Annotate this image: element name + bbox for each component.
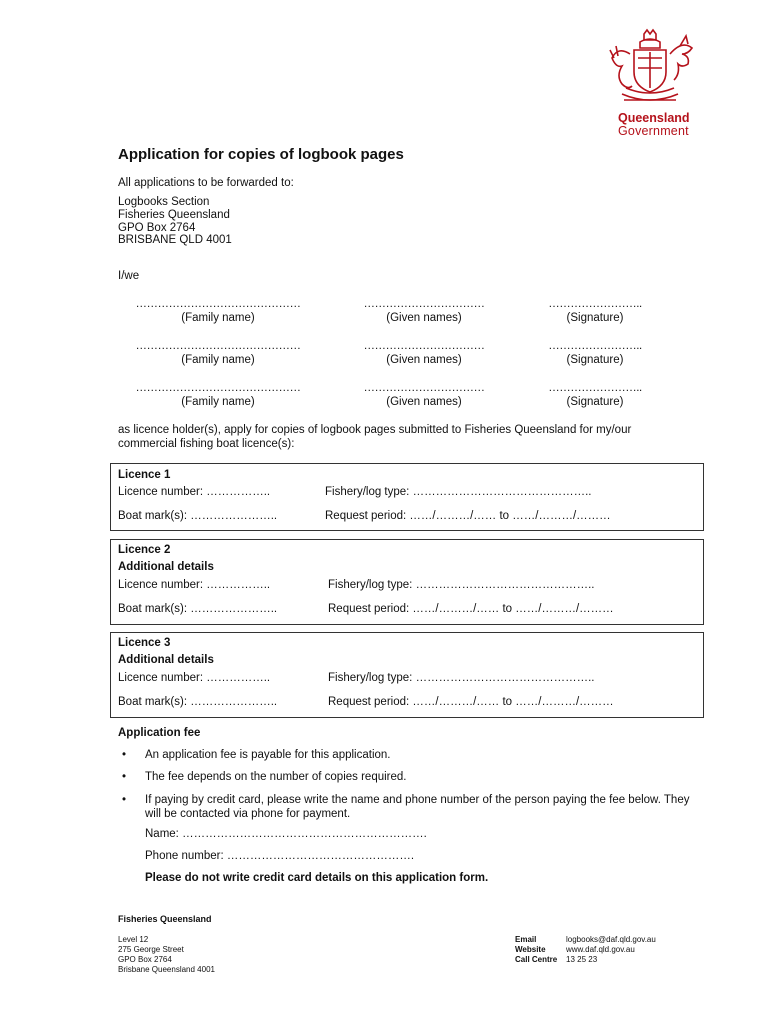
- request-period-field[interactable]: Request period: ……/………/…… to ……/………/………: [328, 696, 614, 708]
- page-title: Application for copies of logbook pages: [118, 146, 404, 163]
- iwe-label: I/we: [118, 270, 140, 282]
- fishery-type-field[interactable]: Fishery/log type: ………………………………………..: [328, 672, 595, 684]
- family-name-label: (Family name): [181, 354, 255, 366]
- given-names-label: (Given names): [386, 312, 462, 324]
- licence-number-field[interactable]: Licence number: ……………..: [118, 579, 271, 591]
- postal-address: [118, 196, 232, 247]
- licence-subtitle: Additional details: [118, 561, 214, 573]
- signature-field[interactable]: ……………………..: [548, 382, 642, 394]
- logo-text-queensland: Queensland: [618, 111, 690, 125]
- boat-marks-field[interactable]: Boat mark(s): …………………..: [118, 696, 278, 708]
- family-name-label: (Family name): [181, 396, 255, 408]
- queensland-crest-icon: [604, 28, 696, 110]
- given-names-field[interactable]: ……………………………: [363, 382, 485, 394]
- given-names-label: (Given names): [386, 354, 462, 366]
- address-line: Fisheries Queensland: [118, 208, 230, 221]
- signature-field[interactable]: ……………………..: [548, 340, 642, 352]
- given-names-field[interactable]: ……………………………: [363, 298, 485, 310]
- family-name-field[interactable]: ………………………………………: [135, 382, 301, 394]
- contact-website[interactable]: www.daf.qld.gov.au: [566, 945, 635, 954]
- logo-text-government: Government: [618, 124, 689, 138]
- signature-field[interactable]: ……………………..: [548, 298, 642, 310]
- family-name-field[interactable]: ………………………………………: [135, 298, 301, 310]
- licence-title: Licence 1: [118, 469, 171, 481]
- applicant-row-2: [118, 340, 718, 370]
- fee-heading: Application fee: [118, 727, 201, 739]
- licence-subtitle: Additional details: [118, 654, 214, 666]
- payer-phone-field[interactable]: Phone number: ………………………………………….: [145, 850, 415, 862]
- credit-card-warning: Please do not write credit card details on this application form.: [145, 872, 489, 884]
- licence-3-box: [110, 632, 704, 718]
- licence-title: Licence 2: [118, 544, 171, 556]
- footer-address-line: Level 12: [118, 935, 149, 944]
- footer-address: [118, 935, 215, 975]
- fee-point-text: An application fee is payable for this application.: [145, 749, 391, 761]
- contact-label: Website: [515, 945, 546, 954]
- bullet-icon: •: [122, 771, 127, 783]
- licence-1-box: [110, 463, 704, 531]
- contact-label: Call Centre: [515, 955, 558, 964]
- address-line: Logbooks Section: [118, 196, 210, 208]
- signature-label: (Signature): [566, 312, 624, 324]
- footer-address-line: 275 George Street: [118, 945, 184, 954]
- licence-number-field[interactable]: Licence number: ……………..: [118, 486, 271, 498]
- fee-point-text: If paying by credit card, please write the name and phone number of the person paying the fee below. They will be contacted via phone for payment.: [145, 794, 690, 820]
- intro-text: All applications to be forwarded to:: [118, 177, 294, 189]
- statement-line-2: commercial fishing boat licence(s):: [118, 438, 295, 450]
- family-name-field[interactable]: ………………………………………: [135, 340, 301, 352]
- request-period-field[interactable]: Request period: ……/………/…… to ……/………/………: [325, 510, 611, 522]
- address-line: BRISBANE QLD 4001: [118, 234, 232, 247]
- footer-org: Fisheries Queensland: [118, 914, 212, 924]
- fishery-type-field[interactable]: Fishery/log type: ………………………………………..: [328, 579, 595, 591]
- footer-address-line: GPO Box 2764: [118, 955, 172, 964]
- payer-name-field[interactable]: Name: ……………………………………………………….: [145, 828, 427, 840]
- contact-label: Email: [515, 935, 537, 944]
- queensland-government-logo: [604, 28, 696, 140]
- signature-label: (Signature): [566, 354, 624, 366]
- statement-line-1: as licence holder(s), apply for copies of logbook pages submitted to Fisheries Queensland for my/our: [118, 424, 632, 436]
- fee-point-text: The fee depends on the number of copies required.: [145, 771, 407, 783]
- licence-title: Licence 3: [118, 637, 171, 649]
- bullet-icon: •: [122, 749, 127, 761]
- signature-label: (Signature): [566, 396, 624, 408]
- request-period-field[interactable]: Request period: ……/………/…… to ……/………/………: [328, 603, 614, 615]
- boat-marks-field[interactable]: Boat mark(s): …………………..: [118, 603, 278, 615]
- contact-phone: 13 25 23: [566, 955, 598, 964]
- boat-marks-field[interactable]: Boat mark(s): …………………..: [118, 510, 278, 522]
- footer-address-line: Brisbane Queensland 4001: [118, 965, 215, 974]
- given-names-field[interactable]: ……………………………: [363, 340, 485, 352]
- given-names-label: (Given names): [386, 396, 462, 408]
- licence-2-box: [110, 539, 704, 625]
- bullet-icon: •: [122, 794, 127, 806]
- applicant-row-3: [118, 382, 718, 412]
- applicant-row-1: [118, 298, 718, 328]
- contact-email[interactable]: logbooks@daf.qld.gov.au: [566, 935, 656, 944]
- fishery-type-field[interactable]: Fishery/log type: ………………………………………..: [325, 486, 592, 498]
- family-name-label: (Family name): [181, 312, 255, 324]
- licence-number-field[interactable]: Licence number: ……………..: [118, 672, 271, 684]
- address-line: GPO Box 2764: [118, 221, 196, 234]
